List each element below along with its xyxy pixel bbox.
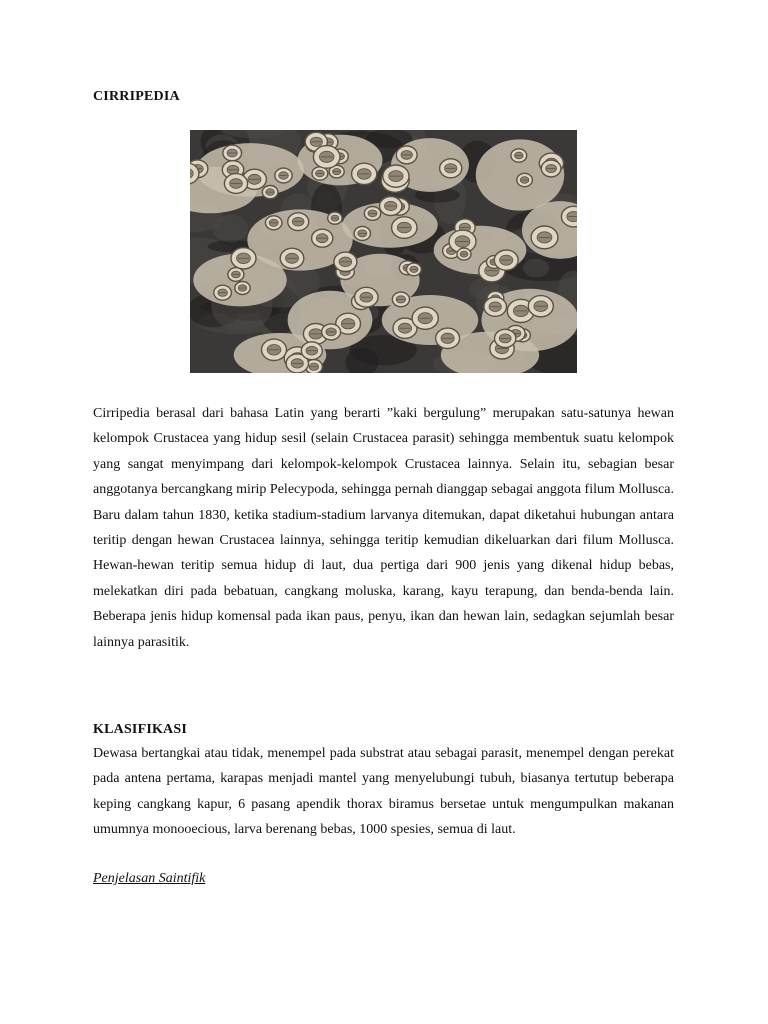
- intro-paragraph: Cirripedia berasal dari bahasa Latin yang berarti ”kaki bergulung” merupakan satu-satunya hewan kelompok Crustacea yang hidup sesil (selain Crustacea parasit) sehingga membentuk suatu kelompok yang sangat menyimpang dari kelompok-kelompok Crustacea lainnya. Selain itu, sebagian besar anggotanya bercangkang mirip Pelecypoda, sehingga pernah dianggap sebagai anggota filum Mollusca. Baru dalam tahun 1830, ketika stadium-stadium larvanya ditemukan, dapat diketahui hubungan antara teritip dengan hewan Crustacea lainnya, sehingga teritip kemudian dikeluarkan dari filum Mollusca. Hewan-hewan teritip semua hidup di laut, dua pertiga dari 900 jenis yang dikenal hidup bebas, melekatkan diri pada bebatuan, cangkang moluska, karang, kayu terapung, dan benda-benda lain. Beberapa jenis hidup komensal pada ikan paus, penyu, ikan dan hewan lain, sedagkan sejumlah besar lainnya parasitik.: [93, 406, 674, 650]
- barnacle-photo: [190, 130, 577, 373]
- page-title: CIRRIPEDIA: [93, 89, 180, 104]
- section-heading-klasifikasi: KLASIFIKASI: [93, 722, 188, 737]
- barnacle-image: [190, 130, 577, 373]
- scientific-explanation-link[interactable]: Penjelasan Saintifik: [93, 871, 206, 886]
- classification-paragraph: Dewasa bertangkai atau tidak, menempel pada substrat atau sebagai parasit, menempel dengan perekat pada antena pertama, karapas menjadi mantel yang menyelubungi tubuh, biasanya tertutup beberapa keping cangkang kapur, 6 pasang apendik thorax biramus bersetae untuk mengumpulkan makanan umumnya monooecious, larva berenang bebas, 1000 spesies, semua di laut.: [93, 746, 674, 838]
